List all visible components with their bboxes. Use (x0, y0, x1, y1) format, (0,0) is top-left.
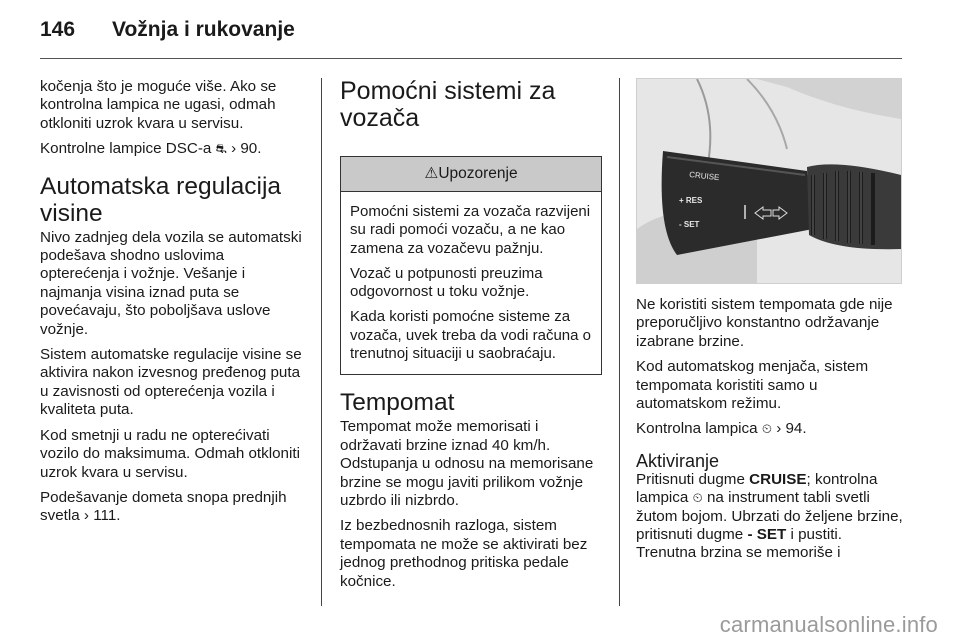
subsection-heading-activation: Aktiviranje (636, 450, 720, 471)
warning-text: Kada koristi pomoćne sisteme za vozača, uvek treba da vodi računa o trenutnoj situaciji u saobraćaju. (350, 308, 591, 363)
warning-icon: ⚠ (424, 165, 439, 182)
column-1 (40, 78, 306, 533)
fig-label-cruise: CRUISE (688, 170, 720, 183)
column-3 (636, 78, 904, 570)
cruise-lamp-icon: ⏲ (692, 490, 703, 506)
paragraph: kočenja što je moguće više. Ako se kontrolna lampica ne ugasi, odmah otkloniti uzrok kvara u servisu. (40, 78, 277, 132)
paragraph: Nivo zadnjeg dela vozila se automatski podešava shodno uslovima opterećenja i vožnje. Vešanje i najmanja visina iznad puta se povećavaju, što poboljšava uslove vožnje. (40, 228, 302, 338)
warning-text: Vozač u potpunosti preuzima odgovornost u toku vožnje. (350, 264, 543, 301)
paragraph: Tempomat može memorisati i održavati brzine iznad 40 km/h. Odstupanja u odnosu na memorisane brzine se mogu javiti prilikom vožnje uzbrdo ili nizbrdo. (340, 418, 594, 509)
paragraph-dsc: Kontrolne lampice DSC-a ⛐ › 90. (40, 140, 262, 158)
page-header (40, 18, 295, 42)
watermark: carmanualsonline.info (719, 612, 938, 637)
page-ref-icon: › (231, 140, 237, 158)
fig-label-res: + RES (679, 196, 703, 205)
paragraph: Iz bezbednosnih razloga, sistem tempomata ne može se aktivirati bez jednog prethodnog pritiska pedale kočnice. (340, 517, 588, 590)
section-heading-auto-level: Automatska regulacija visine (40, 172, 282, 227)
cruise-button-label: CRUISE (749, 470, 807, 488)
fig-label-set: - SET (679, 220, 700, 229)
chapter-title: Vožnja i rukovanje (112, 18, 295, 41)
paragraph-lamp: Kontrolna lampica ⏲ › 94. (636, 420, 807, 438)
page-ref-icon: › (83, 507, 89, 525)
dsc-icon: ⛐ (215, 141, 227, 157)
column-2 (340, 78, 602, 598)
section-heading-cruise: Tempomat (340, 389, 455, 417)
cruise-lever-illustration (637, 79, 901, 283)
section-heading-driver-assist: Pomoćni sistemi za vozača (340, 77, 556, 132)
warning-body (341, 192, 601, 374)
paragraph-activation: Pritisnuti dugme CRUISE; kontrolna lampica ⏲ na instrument tabli svetli žutom bojom. Ubrzati do željene brzine, pritisnuti dugme - SET i pustiti. Trenutna brzina se memoriše i (636, 470, 903, 562)
paragraph-headlight: Podešavanje dometa snopa prednjih svetla › 111. (40, 488, 287, 525)
warning-header: ⚠Upozorenje (341, 157, 601, 192)
cruise-lamp-icon: ⏲ (761, 421, 772, 437)
paragraph: Sistem automatske regulacije visine se aktivira nakon izvesnog pređenog puta u zavisnosti od opterećenja vozila i kvaliteta puta. (40, 346, 302, 419)
paragraph: Kod smetnji u radu ne opterećivati vozilo do maksimuma. Odmah otkloniti uzrok kvara u servisu. (40, 426, 300, 481)
set-button-label: - SET (747, 526, 787, 544)
paragraph: Kod automatskog menjača, sistem tempomata koristiti samo u automatskom režimu. (636, 358, 869, 413)
page-number: 146 (40, 18, 76, 41)
cruise-lever-figure (636, 78, 902, 284)
warning-box (340, 156, 602, 375)
column-divider-2 (619, 78, 620, 606)
page-ref-icon: › (776, 420, 782, 438)
header-rule (40, 58, 902, 59)
paragraph: Ne koristiti sistem tempomata gde nije preporučljivo konstantno održavanje izabrane brzine. (636, 296, 893, 350)
column-divider-1 (321, 78, 322, 606)
warning-text: Pomoćni sistemi za vozača razvijeni su radi pomoći vozaču, a ne kao zamena za vozačevu pažnju. (350, 203, 591, 257)
